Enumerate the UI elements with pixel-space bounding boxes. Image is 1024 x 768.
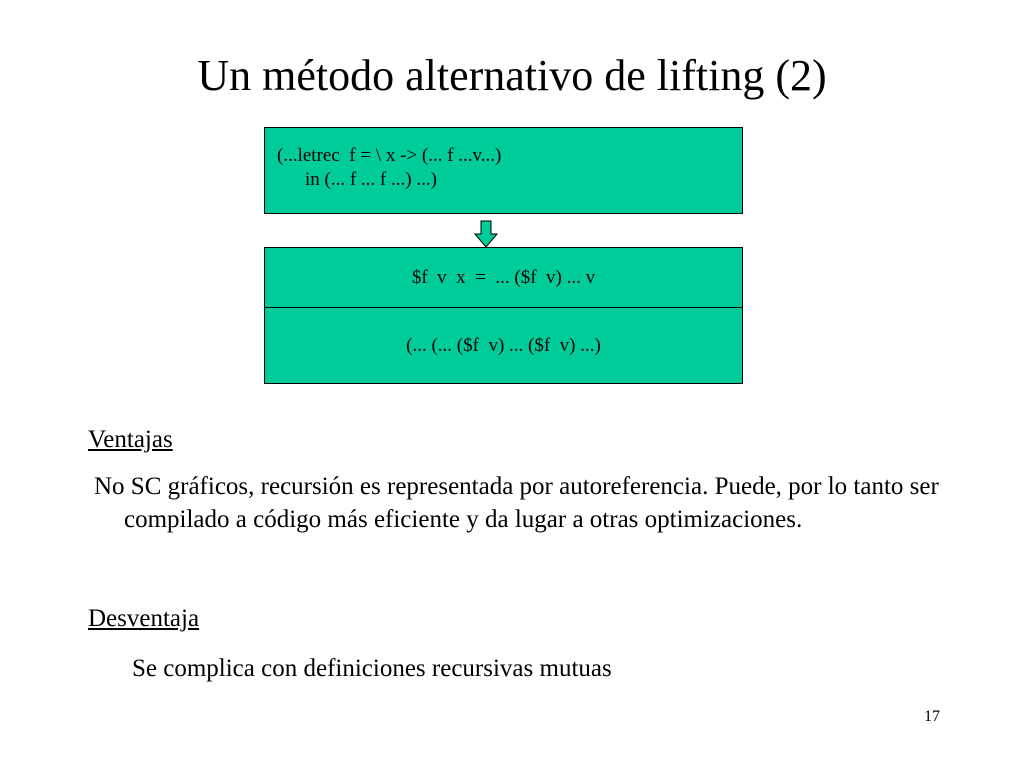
desventaja-text: Se complica con definiciones recursivas mutuas	[132, 655, 612, 682]
ventajas-paragraph-block	[88, 470, 988, 536]
letrec-line: (...letrec f = \ x -> (... f ...v...)	[277, 145, 502, 166]
desventaja-heading: Desventaja	[88, 605, 200, 632]
lifted-expression: (... (... ($f v) ... ($f v) ...)	[406, 335, 601, 356]
ventajas-text: No SC gráficos, recursión es representada por autoreferencia. Puede, por lo tanto ser compilado a código más eficiente y da lugar a otras optimizaciones.	[94, 473, 939, 533]
lifted-definition: $f v x = ... ($f v) ... v	[265, 248, 742, 308]
in-line: in (... f ... f ...) ...)	[305, 169, 437, 190]
letrec-code-box	[264, 127, 743, 214]
page-number: 17	[924, 708, 940, 725]
slide-title: Un método alternativo de lifting (2)	[197, 51, 827, 100]
lifted-code-box	[264, 247, 743, 384]
ventajas-heading: Ventajas	[88, 426, 173, 453]
down-arrow-icon	[474, 220, 498, 248]
